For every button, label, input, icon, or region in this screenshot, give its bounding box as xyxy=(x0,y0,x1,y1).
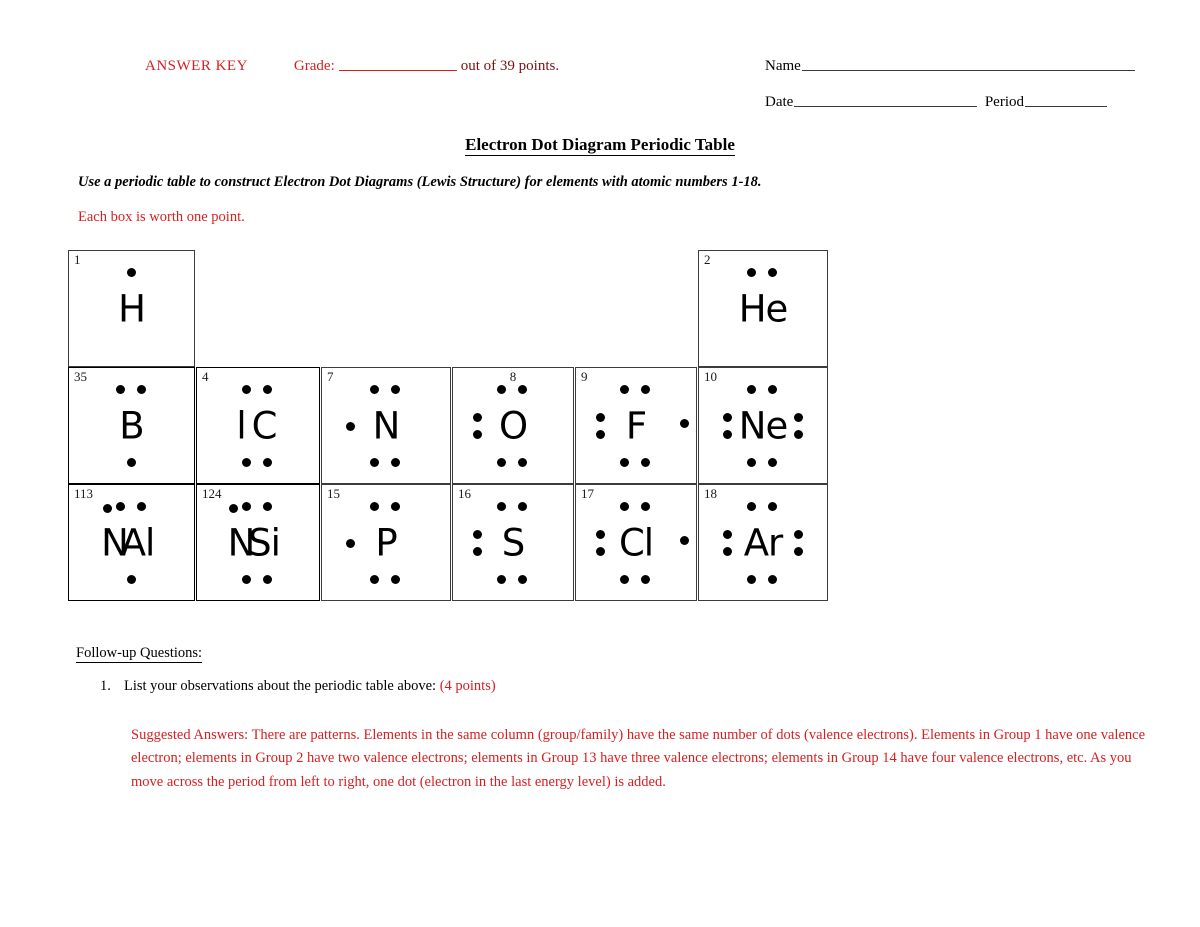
instructions-note: Each box is worth one point. xyxy=(78,209,245,225)
lewis-structure xyxy=(69,266,194,352)
valence-dot-top xyxy=(768,502,777,511)
name-field-line xyxy=(765,58,1135,75)
element-cell-c[interactable] xyxy=(196,367,320,484)
atomic-number: 4 xyxy=(202,369,209,384)
element-cell-s[interactable] xyxy=(452,484,574,601)
atomic-number: 15 xyxy=(327,486,340,501)
valence-dot-left xyxy=(473,413,482,422)
atomic-number: 1 xyxy=(74,252,81,267)
valence-dot-top xyxy=(116,385,125,394)
element-symbol: B xyxy=(119,404,144,447)
page-title xyxy=(0,135,1200,155)
element-cell-n[interactable] xyxy=(321,367,451,484)
valence-dot-top xyxy=(641,385,650,394)
element-symbol: Ne xyxy=(738,404,788,447)
grade-label: Grade: xyxy=(293,58,335,74)
valence-dot-bottom xyxy=(242,458,251,467)
valence-dot-right xyxy=(794,530,803,539)
element-symbol: O xyxy=(498,404,528,447)
element-cell-p[interactable] xyxy=(321,484,451,601)
lewis-structure xyxy=(197,383,319,469)
valence-dot-bottom xyxy=(127,575,136,584)
valence-dot-left xyxy=(723,547,732,556)
valence-dot-left xyxy=(723,530,732,539)
valence-dot-left xyxy=(473,547,482,556)
date-period-field-line xyxy=(765,94,1107,111)
name-blank[interactable] xyxy=(802,70,1135,71)
valence-dot-top xyxy=(747,268,756,277)
question-1-text: List your observations about the periodic table above: xyxy=(124,678,437,694)
valence-dot-left xyxy=(723,430,732,439)
valence-dot-bottom xyxy=(391,575,400,584)
lewis-structure xyxy=(576,500,696,586)
element-symbol: H xyxy=(118,287,145,330)
question-1-points: (4 points) xyxy=(439,678,496,694)
element-cell-si[interactable] xyxy=(196,484,320,601)
valence-dot-bottom xyxy=(518,458,527,467)
element-cell-cl[interactable] xyxy=(575,484,697,601)
element-symbol: F xyxy=(625,404,647,447)
valence-dot-right xyxy=(794,413,803,422)
valence-dot-bottom xyxy=(747,575,756,584)
lewis-structure xyxy=(322,383,450,469)
valence-dot-left xyxy=(473,430,482,439)
valence-dot-top xyxy=(768,385,777,394)
element-symbol: Si xyxy=(248,521,280,564)
period-label: Period xyxy=(984,94,1024,110)
instructions-main: Use a periodic table to construct Electron Dot Diagrams (Lewis Structure) for elements with atomic numbers 1-18. xyxy=(78,174,762,190)
element-cell-b[interactable] xyxy=(68,367,195,484)
follow-up-heading xyxy=(76,645,202,662)
valence-dot-top xyxy=(747,385,756,394)
valence-dot-bottom xyxy=(497,458,506,467)
header-left-line xyxy=(145,58,559,75)
valence-dot-bottom xyxy=(497,575,506,584)
date-blank[interactable] xyxy=(794,106,977,107)
valence-dot-bottom xyxy=(620,458,629,467)
atomic-number: 8 xyxy=(509,369,517,384)
valence-dot-top xyxy=(641,502,650,511)
period-blank[interactable] xyxy=(1025,106,1107,107)
valence-dot-left xyxy=(596,530,605,539)
atomic-number: 17 xyxy=(581,486,594,501)
valence-dot-top xyxy=(391,502,400,511)
element-cell-ar[interactable] xyxy=(698,484,828,601)
valence-dot-top xyxy=(263,385,272,394)
element-symbol: S xyxy=(501,521,525,564)
valence-dot-top xyxy=(242,502,251,511)
valence-dot-top xyxy=(116,502,125,511)
valence-dot-bottom xyxy=(747,458,756,467)
valence-dot-bottom xyxy=(768,458,777,467)
atomic-number: 124 xyxy=(202,486,222,501)
element-cell-h[interactable] xyxy=(68,250,195,367)
atomic-number: 2 xyxy=(704,252,711,267)
lewis-structure xyxy=(699,266,827,352)
valence-dot-bottom xyxy=(620,575,629,584)
lewis-structure xyxy=(197,500,319,586)
periodic-table xyxy=(68,250,828,600)
lewis-structure xyxy=(453,383,573,469)
valence-dot-left xyxy=(346,539,355,548)
lewis-structure xyxy=(69,383,194,469)
atomic-number: 16 xyxy=(458,486,471,501)
date-label: Date xyxy=(765,94,794,110)
valence-dot-top xyxy=(229,504,238,513)
element-cell-f[interactable] xyxy=(575,367,697,484)
valence-dot-left xyxy=(596,430,605,439)
periodic-table-row xyxy=(68,484,828,601)
overlapped-element-symbol: N xyxy=(227,521,255,564)
valence-dot-top xyxy=(620,385,629,394)
element-symbol: C xyxy=(251,404,277,447)
valence-dot-bottom xyxy=(370,458,379,467)
valence-dot-bottom xyxy=(263,458,272,467)
answer-key-label: ANSWER KEY xyxy=(145,58,248,74)
valence-dot-left xyxy=(723,413,732,422)
overlapped-element-symbol: N xyxy=(101,521,128,564)
valence-dot-bottom xyxy=(768,575,777,584)
valence-dot-top xyxy=(497,502,506,511)
valence-dot-bottom xyxy=(370,575,379,584)
element-cell-al[interactable] xyxy=(68,484,195,601)
atomic-number: 113 xyxy=(74,486,94,501)
valence-dot-right xyxy=(794,547,803,556)
grade-blank[interactable] xyxy=(339,70,457,71)
valence-dot-top xyxy=(370,385,379,394)
atomic-number: 18 xyxy=(704,486,717,501)
valence-dot-left xyxy=(596,547,605,556)
lewis-structure xyxy=(69,500,194,586)
valence-dot-top xyxy=(137,502,146,511)
lewis-structure xyxy=(699,383,827,469)
page-title-text: Electron Dot Diagram Periodic Table xyxy=(465,135,735,154)
lewis-structure xyxy=(576,383,696,469)
lewis-structure xyxy=(322,500,450,586)
valence-dot-bottom xyxy=(263,575,272,584)
valence-dot-top xyxy=(497,385,506,394)
lewis-structure xyxy=(453,500,573,586)
valence-dot-bottom xyxy=(641,575,650,584)
element-symbol: Ar xyxy=(743,521,783,564)
element-symbol: P xyxy=(375,521,397,564)
valence-dot-left xyxy=(596,413,605,422)
valence-dot-top xyxy=(391,385,400,394)
element-symbol: N xyxy=(372,404,400,447)
valence-dot-top xyxy=(370,502,379,511)
atomic-number: 10 xyxy=(704,369,717,384)
lewis-structure xyxy=(699,500,827,586)
valence-dot-left xyxy=(346,422,355,431)
valence-dot-bottom xyxy=(641,458,650,467)
question-number: 1. xyxy=(100,678,111,694)
valence-dot-top xyxy=(518,502,527,511)
valence-dot-top xyxy=(127,268,136,277)
valence-dot-bottom xyxy=(242,575,251,584)
valence-dot-top xyxy=(137,385,146,394)
question-1-answer: Suggested Answers: There are patterns. Elements in the same column (group/family) have the same number of dots (valence electrons). Elements in Group 1 have one valence electron; elements in Group 2 have two valence electrons; elements in Group 13 have three valence electrons; elements in Group 14 have four valence electrons, etc. As you move across the period from left to right, one dot (electron in the last energy level) is added. xyxy=(131,727,1146,790)
valence-dot-top xyxy=(242,385,251,394)
valence-dot-right xyxy=(680,419,689,428)
valence-dot-top xyxy=(263,502,272,511)
valence-dot-bottom xyxy=(391,458,400,467)
name-label: Name xyxy=(765,58,801,74)
valence-dot-top xyxy=(747,502,756,511)
valence-dot-top xyxy=(620,502,629,511)
points-total-text: out of 39 points. xyxy=(460,58,560,74)
atomic-number: 7 xyxy=(327,369,334,384)
valence-dot-right xyxy=(794,430,803,439)
atomic-number: 9 xyxy=(581,369,588,384)
valence-dot-top xyxy=(518,385,527,394)
overlapped-element-symbol: l xyxy=(236,404,246,447)
valence-dot-right xyxy=(680,536,689,545)
element-cell-o[interactable] xyxy=(452,367,574,484)
periodic-table-row xyxy=(68,367,828,484)
element-symbol: He xyxy=(738,287,788,330)
valence-dot-top xyxy=(103,504,112,513)
element-cell-he[interactable] xyxy=(698,250,828,367)
periodic-table-row xyxy=(68,250,828,367)
valence-dot-bottom xyxy=(518,575,527,584)
question-1 xyxy=(124,678,496,695)
valence-dot-top xyxy=(768,268,777,277)
valence-dot-bottom xyxy=(127,458,136,467)
valence-dot-left xyxy=(473,530,482,539)
element-symbol: Al xyxy=(120,521,155,564)
follow-up-heading-text: Follow-up Questions: xyxy=(76,645,203,661)
element-cell-ne[interactable] xyxy=(698,367,828,484)
element-symbol: Cl xyxy=(618,521,654,564)
atomic-number: 35 xyxy=(74,369,87,384)
